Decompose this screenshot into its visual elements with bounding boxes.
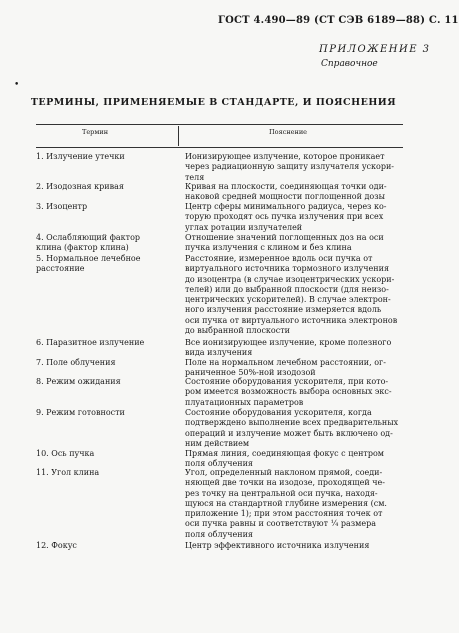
definition-line: центрических ускорителей). В случае электрон- [185, 295, 391, 305]
definition-cell [185, 338, 405, 359]
definition-line: углах ротации излучателей [185, 222, 303, 232]
term-cell [36, 358, 176, 368]
definition-line: поля облучения [185, 459, 253, 469]
definition-line: поля облучения [185, 529, 253, 539]
definition-line: Все ионизирующее излучение, кроме полезного [185, 338, 392, 347]
table-top-rule [36, 124, 403, 125]
definition-line: Кривая на плоскости, соединяющая точки оди- [185, 182, 387, 191]
column-header-definition: Пояснение [269, 128, 308, 136]
definition-line: Прямая линия, соединяющая фокус с центром [185, 449, 384, 458]
term-cell [36, 152, 176, 162]
term-cell [36, 182, 176, 192]
definition-line: теля [185, 172, 205, 182]
definition-cell [185, 468, 405, 540]
definition-cell [185, 182, 405, 203]
term-cell [36, 338, 176, 348]
definition-line: до изоцентра (в случае изоцентрических ускори- [185, 274, 395, 284]
definition-line: подтверждено выполнение всех предварительных [185, 418, 399, 428]
term-line: 3. Изоцентр [36, 202, 88, 211]
header-divider [178, 126, 179, 146]
column-header-term: Термин [82, 128, 109, 136]
header-bottom-rule [36, 147, 403, 148]
term-cell [36, 202, 176, 212]
term-line: 12. Фокус [36, 541, 77, 550]
definition-line: Центр сферы минимального радиуса, через ко- [185, 202, 387, 211]
appendix-title: ПРИЛОЖЕНИЕ 3 [319, 44, 431, 55]
appendix-subtitle: Справочное [321, 59, 378, 69]
definition-line: раниченное 50%-ной изодозой [185, 368, 316, 378]
definition-cell [185, 408, 405, 449]
definition-cell [185, 233, 405, 254]
definition-line: Угол, определенный наклоном прямой, соеди- [185, 468, 383, 477]
definition-line: наковой средней мощности поглощенной дозы [185, 192, 385, 202]
term-line: 10. Ось пучка [36, 449, 95, 458]
term-cell [36, 449, 176, 459]
definition-line: приложение 1); при этом расстояния точек от [185, 509, 383, 519]
definition-line: Расстояние, измеренное вдоль оси пучка от [185, 254, 373, 263]
term-line: расстояние [36, 264, 85, 274]
definition-cell [185, 358, 405, 379]
term-cell [36, 377, 176, 387]
definition-line: виртуального источника тормозного излучения [185, 264, 389, 274]
definition-line: Поле на нормальном лечебном расстоянии, ог- [185, 358, 386, 367]
definition-line: до выбранной плоскости [185, 326, 290, 336]
definition-line: через радиационную защиту излучателя ускори- [185, 162, 394, 172]
definition-cell [185, 202, 405, 233]
definition-line: вида излучения [185, 348, 253, 358]
definition-line: плуатационных параметров [185, 397, 304, 407]
definition-line: ром имеется возможность выбора основных экс- [185, 387, 392, 397]
definition-line: оси пучка равны и соответствуют ¼ размера [185, 519, 376, 529]
term-line: 6. Паразитное излучение [36, 338, 145, 347]
definition-line: ного излучения расстояние измеряется вдоль [185, 305, 382, 315]
term-line: 1. Излучение утечки [36, 152, 125, 161]
definition-cell [185, 541, 405, 551]
definition-line: телей) или до выбранной плоскости (для неизо- [185, 284, 389, 294]
term-cell [36, 541, 176, 551]
term-line: 4. Ослабляющий фактор [36, 233, 141, 242]
definition-line: няющей две точки на изодозе, проходящей че- [185, 478, 385, 488]
definition-line: рез точку на центральной оси пучка, находя- [185, 488, 378, 498]
definition-cell [185, 449, 405, 470]
term-line: 8. Режим ожидания [36, 377, 121, 386]
definition-line: ним действием [185, 438, 250, 448]
term-line: 9. Режим готовности [36, 408, 125, 417]
term-cell [36, 408, 176, 418]
definition-line: щуюся на стандартной глубине измерения (см. [185, 498, 387, 508]
term-line: 7. Поле облучения [36, 358, 116, 367]
term-line: клина (фактор клина) [36, 243, 129, 253]
definition-line: Отношение значений поглощенных доз на оси [185, 233, 384, 242]
term-cell [36, 468, 176, 478]
page-header: ГОСТ 4.490—89 (СТ СЭВ 6189—88) С. 11 [218, 15, 459, 26]
definition-cell [185, 152, 405, 183]
term-cell [36, 254, 176, 275]
definition-line: Ионизирующее излучение, которое проникает [185, 152, 385, 161]
definition-line: Состояние оборудования ускорителя, когда [185, 408, 372, 417]
margin-mark: • [14, 80, 20, 90]
term-line: 5. Нормальное лечебное [36, 254, 141, 263]
term-cell [36, 233, 176, 254]
term-line: 11. Угол клина [36, 468, 100, 477]
definition-cell [185, 254, 405, 336]
definition-line: торую проходят ось пучка излучения при всех [185, 212, 384, 222]
definition-line: оси пучка от виртуального источника электронов [185, 315, 398, 325]
term-line: 2. Изодозная кривая [36, 182, 124, 191]
page-title: ТЕРМИНЫ, ПРИМЕНЯЕМЫЕ В СТАНДАРТЕ, И ПОЯСНЕНИЯ [30, 97, 397, 108]
definition-line: пучка излучения с клином и без клина [185, 243, 352, 253]
definition-line: Состояние оборудования ускорителя, при кото- [185, 377, 389, 386]
definition-line: Центр эффективного источника излучения [185, 541, 370, 550]
definition-cell [185, 377, 405, 408]
definition-line: операций и излучение может быть включено од- [185, 428, 393, 438]
